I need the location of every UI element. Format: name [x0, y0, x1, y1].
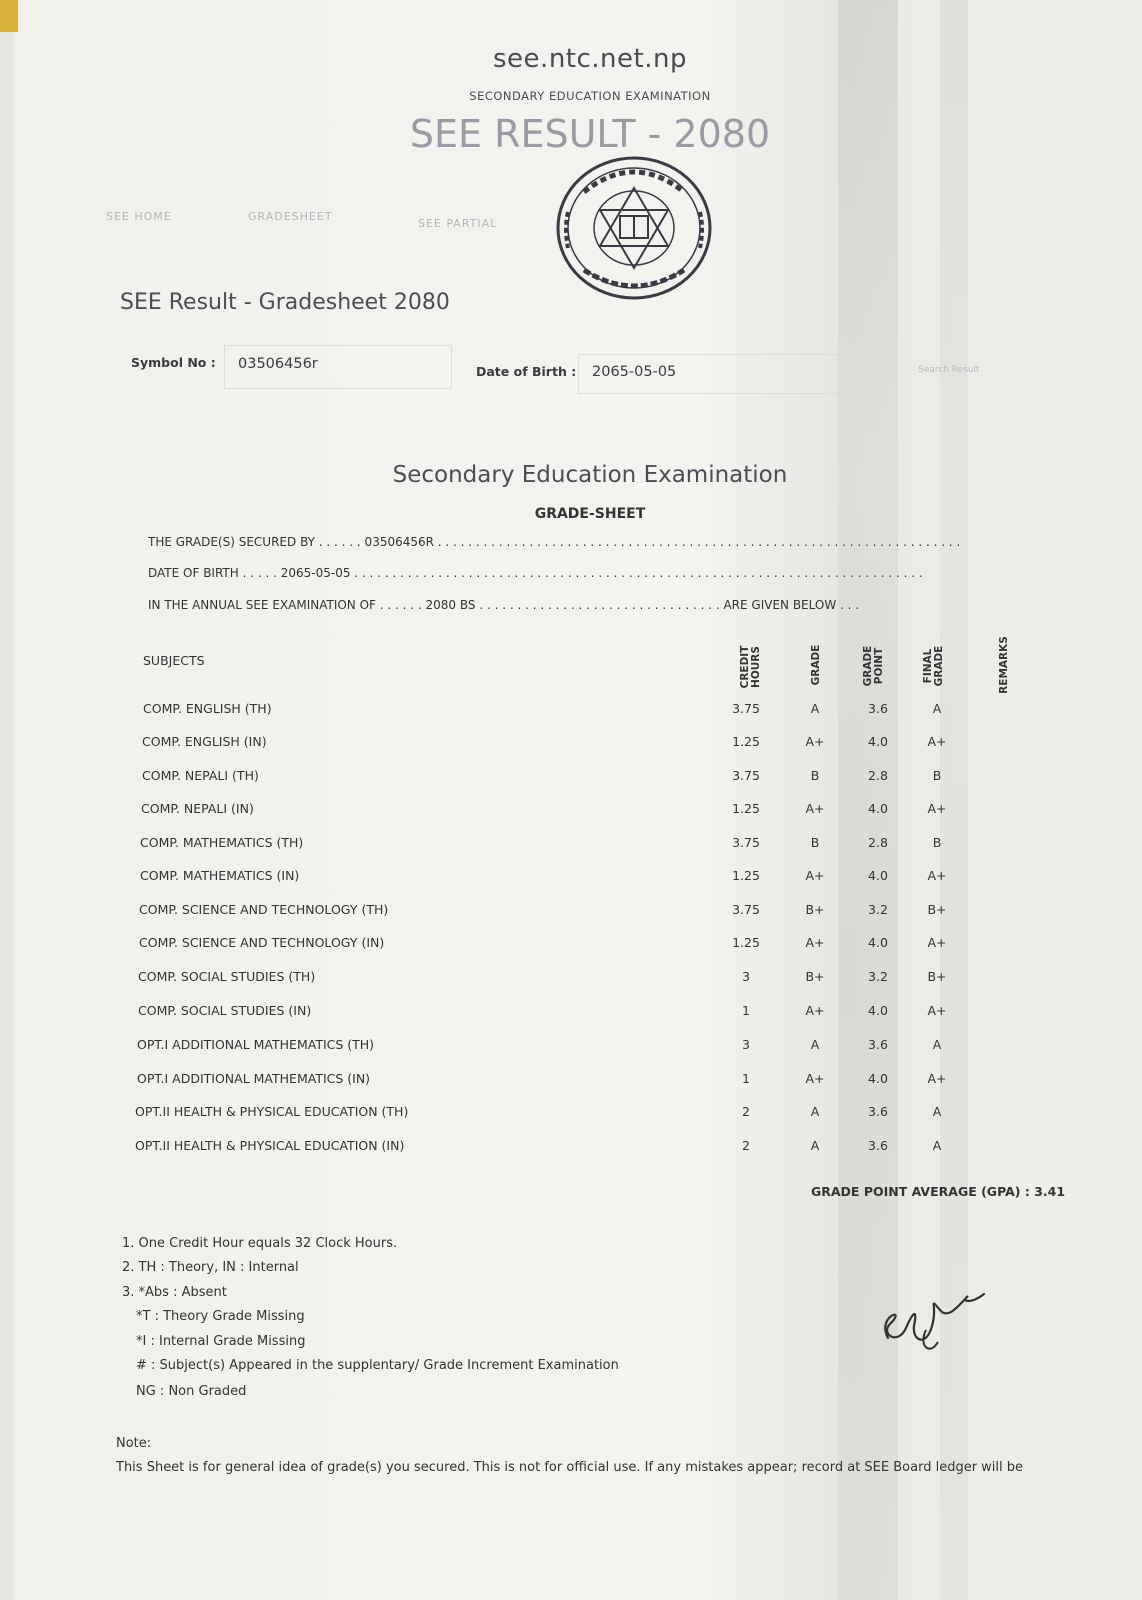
subject-name: OPT.II HEALTH & PHYSICAL EDUCATION (TH) [135, 1104, 409, 1119]
nav-see-partial[interactable]: SEE PARTIAL [418, 217, 498, 230]
final-grade-cell: A+ [927, 935, 947, 950]
final-grade-cell: A+ [927, 734, 947, 749]
final-grade-cell: A+ [927, 1071, 947, 1086]
final-grade-cell: B [932, 768, 942, 783]
grade-cell: A+ [805, 935, 825, 950]
dob-line: DATE OF BIRTH . . . . . 2065-05-05 . . . . . . . . . . . . . . . . . . . . . . . . . . . . . . . . . . . . . . . . . . . . . . . . . . . . . . . . . . . . . . . . . . . . . . . . . . . [148, 566, 923, 580]
grade-point-cell: 4.0 [868, 801, 888, 816]
grade-point-cell: 3.6 [868, 1138, 888, 1153]
credit-hours-cell: 1 [742, 1003, 750, 1018]
final-grade-cell: A+ [927, 1003, 947, 1018]
final-grade-cell: B+ [927, 969, 947, 984]
footnote: 3. *Abs : Absent [122, 1285, 227, 1300]
symbol-label: Symbol No : [131, 355, 216, 370]
grade-point-cell: 3.6 [868, 1037, 888, 1052]
final-grade-cell: A+ [927, 868, 947, 883]
nav-see-home[interactable]: SEE HOME [106, 210, 172, 223]
grade-point-cell: 4.0 [868, 1071, 888, 1086]
grade-point-cell: 3.6 [868, 1104, 888, 1119]
nav-gradesheet[interactable]: GRADESHEET [248, 210, 333, 223]
credit-hours-cell: 3 [742, 969, 750, 984]
grade-cell: A [810, 701, 820, 716]
credit-hours-cell: 3.75 [732, 902, 760, 917]
dob-value: 2065-05-05 [592, 364, 677, 380]
final-grade-cell: A [932, 1138, 942, 1153]
header-grade-point: GRADE POINT [862, 645, 885, 687]
grade-cell: A+ [805, 868, 825, 883]
header-credit-hours: CREDIT HOURS [739, 645, 762, 689]
credit-hours-cell: 1.25 [732, 868, 760, 883]
grade-cell: A+ [805, 801, 825, 816]
footnote: *I : Internal Grade Missing [136, 1334, 306, 1349]
credit-hours-cell: 1 [742, 1071, 750, 1086]
grade-point-cell: 3.2 [868, 902, 888, 917]
scan-streak [838, 0, 898, 1600]
grade-point-cell: 2.8 [868, 768, 888, 783]
signature-icon [868, 1276, 998, 1356]
final-grade-cell: B [932, 835, 942, 850]
grade-point-cell: 2.8 [868, 835, 888, 850]
gpa-summary: GRADE POINT AVERAGE (GPA) : 3.41 [811, 1184, 1066, 1199]
grade-point-cell: 4.0 [868, 868, 888, 883]
exam-title: Secondary Education Examination [392, 462, 788, 488]
seal-icon [554, 152, 714, 302]
search-result-button[interactable]: Search Result [918, 365, 980, 375]
credit-hours-cell: 3.75 [732, 768, 760, 783]
grade-point-cell: 3.6 [868, 701, 888, 716]
subject-name: COMP. SOCIAL STUDIES (IN) [138, 1003, 312, 1018]
site-result-title: SEE RESULT - 2080 [409, 112, 771, 156]
header-grade: GRADE [810, 644, 822, 686]
grade-cell: A [810, 1037, 820, 1052]
subject-name: COMP. ENGLISH (IN) [142, 734, 267, 749]
note-label: Note: [116, 1436, 152, 1451]
header-final-grade: FINAL GRADE [922, 645, 945, 687]
credit-hours-cell: 3.75 [732, 701, 760, 716]
gradesheet-title: GRADE-SHEET [534, 506, 646, 522]
grade-cell: B [810, 768, 820, 783]
footnote: NG : Non Graded [136, 1384, 247, 1399]
credit-hours-cell: 1.25 [732, 801, 760, 816]
grade-cell: A+ [805, 734, 825, 749]
grade-cell: A [810, 1104, 820, 1119]
subject-name: OPT.II HEALTH & PHYSICAL EDUCATION (IN) [135, 1138, 405, 1153]
final-grade-cell: A [932, 1037, 942, 1052]
grade-cell: B+ [805, 969, 825, 984]
subject-name: COMP. NEPALI (IN) [141, 801, 254, 816]
exam-line: IN THE ANNUAL SEE EXAMINATION OF . . . . . . 2080 BS . . . . . . . . . . . . . . . . . . . . . . . . . . . . . . . . ARE GIVEN BELOW . . . [148, 598, 860, 612]
scan-streak [940, 0, 968, 1600]
footnote: 1. One Credit Hour equals 32 Clock Hours. [122, 1236, 398, 1251]
subject-name: OPT.I ADDITIONAL MATHEMATICS (IN) [137, 1071, 371, 1086]
subject-name: OPT.I ADDITIONAL MATHEMATICS (TH) [137, 1037, 375, 1052]
site-subtitle: SECONDARY EDUCATION EXAMINATION [469, 89, 711, 103]
grade-cell: A [810, 1138, 820, 1153]
header-subjects: SUBJECTS [143, 653, 205, 668]
symbol-value: 03506456r [238, 356, 318, 372]
subject-name: COMP. MATHEMATICS (IN) [140, 868, 300, 883]
final-grade-cell: A [932, 1104, 942, 1119]
final-grade-cell: A [932, 701, 942, 716]
final-grade-cell: B+ [927, 902, 947, 917]
site-url: see.ntc.net.np [493, 44, 687, 74]
footnote: 2. TH : Theory, IN : Internal [122, 1260, 299, 1275]
subject-name: COMP. NEPALI (TH) [142, 768, 259, 783]
subject-name: COMP. SCIENCE AND TECHNOLOGY (IN) [139, 935, 385, 950]
grade-point-cell: 3.2 [868, 969, 888, 984]
final-grade-cell: A+ [927, 801, 947, 816]
credit-hours-cell: 3 [742, 1037, 750, 1052]
grade-point-cell: 4.0 [868, 734, 888, 749]
subject-name: COMP. SOCIAL STUDIES (TH) [138, 969, 316, 984]
grade-cell: B+ [805, 902, 825, 917]
credit-hours-cell: 1.25 [732, 734, 760, 749]
header-remarks: REMARKS [998, 636, 1010, 694]
grade-point-cell: 4.0 [868, 1003, 888, 1018]
grade-cell: A+ [805, 1003, 825, 1018]
grade-cell: B [810, 835, 820, 850]
page-title: SEE Result - Gradesheet 2080 [120, 290, 450, 315]
footnote: # : Subject(s) Appeared in the supplentary/ Grade Increment Examination [136, 1358, 619, 1373]
credit-hours-cell: 2 [742, 1104, 750, 1119]
footnote: *T : Theory Grade Missing [136, 1309, 305, 1324]
credit-hours-cell: 2 [742, 1138, 750, 1153]
subject-name: COMP. SCIENCE AND TECHNOLOGY (TH) [139, 902, 389, 917]
page-edge-tab [0, 0, 18, 32]
credit-hours-cell: 3.75 [732, 835, 760, 850]
grade-point-cell: 4.0 [868, 935, 888, 950]
dob-label: Date of Birth : [476, 364, 577, 379]
subject-name: COMP. ENGLISH (TH) [143, 701, 272, 716]
grade-cell: A+ [805, 1071, 825, 1086]
subject-name: COMP. MATHEMATICS (TH) [140, 835, 304, 850]
note-text: This Sheet is for general idea of grade(s) you secured. This is not for official use. If any mistakes appear; record at SEE Board ledger will be [116, 1460, 1024, 1475]
credit-hours-cell: 1.25 [732, 935, 760, 950]
secured-by-line: THE GRADE(S) SECURED BY . . . . . . 03506456R . . . . . . . . . . . . . . . . . . . . . . . . . . . . . . . . . . . . . . . . . . . . . . . . . . . . . . . . . . . . . . . . . . . . . [148, 535, 961, 549]
